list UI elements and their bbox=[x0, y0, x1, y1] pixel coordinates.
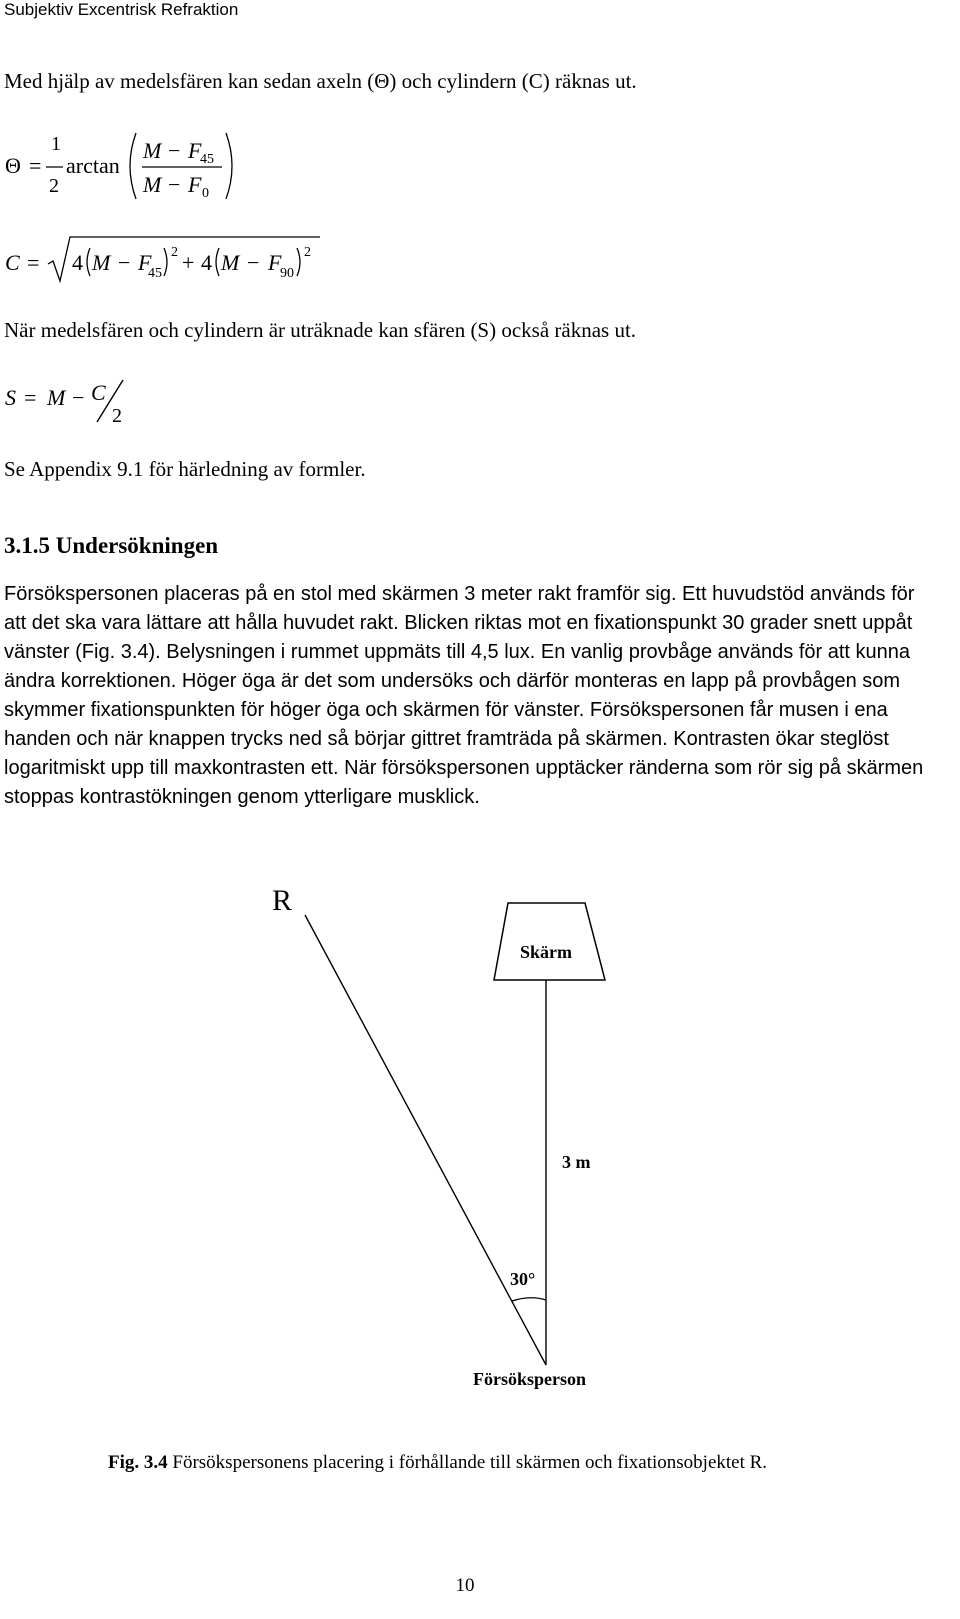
formula-theta bbox=[0, 125, 260, 215]
subscript-2: 90 bbox=[280, 266, 294, 281]
left-paren bbox=[130, 133, 136, 199]
bottom-minus: − bbox=[168, 172, 181, 197]
figure-diagram bbox=[0, 860, 960, 1445]
exponent-2: 2 bbox=[304, 245, 311, 260]
s-symbol: S bbox=[5, 385, 16, 410]
intro-paragraph: Med hjälp av medelsfären kan sedan axeln (Θ) och cylindern (C) räknas ut. bbox=[4, 69, 637, 93]
top-f: F bbox=[188, 138, 202, 163]
minus-1: − bbox=[118, 250, 131, 275]
figure-caption bbox=[108, 1452, 767, 1474]
bottom-f: F bbox=[188, 172, 202, 197]
top-subscript: 45 bbox=[200, 152, 214, 167]
page-number: 10 bbox=[455, 1575, 475, 1596]
section-body: Försökspersonen placeras på en stol med skärmen 3 meter rakt framför sig. Ett huvudstöd används för att det ska vara lättare att hålla huvudet rakt. Blicken riktas mot en fixationspunkt 30 grader snett uppåt vänster (Fig. 3.4). Belysningen i rummet uppmäts till 4,5 lux. En vanlig provbåge används för att kunna ändra korrektionen. Höger öga är det som undersöks och därför monteras en lapp på provbågen som skymmer fixationspunkten för höger öga och skärmen för vänster. Försökspersonen får musen i ena handen och när knappen trycks ned så börjar gittret framträda på skärmen. Kontrasten ökar steglöst logaritmiskt upp till maxkontrasten ett. När försökspersonen upptäcker ränderna som rör sig på skärmen stoppas kontrastökningen genom ytterligare musklick. bbox=[4, 583, 924, 808]
angle-arc bbox=[512, 1298, 546, 1301]
arctan-function: arctan bbox=[66, 153, 120, 178]
plus-sign: + bbox=[182, 250, 195, 275]
paren-open-1 bbox=[87, 248, 90, 276]
fraction-numerator: 1 bbox=[51, 133, 61, 155]
angle-label: 30° bbox=[510, 1269, 536, 1289]
equals-sign: = bbox=[24, 385, 37, 410]
caption-label: Fig. 3.4 bbox=[108, 1452, 168, 1473]
coefficient-1: 4 bbox=[72, 250, 83, 275]
person-label: Försöksperson bbox=[473, 1369, 587, 1389]
subscript-1: 45 bbox=[148, 266, 162, 281]
paren-close-2 bbox=[297, 248, 300, 276]
f-term-1: F bbox=[138, 250, 152, 275]
minus-2: − bbox=[247, 250, 260, 275]
bottom-m: M bbox=[143, 172, 162, 197]
m-term: M bbox=[47, 385, 66, 410]
f-term-2: F bbox=[268, 250, 282, 275]
formula-sphere bbox=[0, 370, 160, 435]
section-heading: 3.1.5 Undersökningen bbox=[4, 533, 219, 558]
caption-text: Försökspersonens placering i förhållande till skärmen och fixationsobjektet R. bbox=[167, 1452, 768, 1473]
m-term-2: M bbox=[221, 250, 240, 275]
screen-label: Skärm bbox=[520, 942, 573, 962]
equals-sign: = bbox=[29, 153, 42, 178]
slash-denominator: 2 bbox=[112, 405, 122, 427]
c-symbol: C bbox=[5, 250, 20, 275]
paren-open-2 bbox=[216, 248, 219, 276]
top-m: M bbox=[143, 138, 162, 163]
equals-sign: = bbox=[27, 250, 40, 275]
running-header: Subjektiv Excentrisk Refraktion bbox=[4, 0, 239, 19]
slash-numerator: C bbox=[91, 380, 106, 405]
theta-symbol: Θ bbox=[5, 153, 21, 178]
line-of-sight bbox=[305, 915, 546, 1365]
right-paren bbox=[226, 133, 232, 199]
fixation-label-r: R bbox=[272, 884, 293, 917]
minus-sign: − bbox=[72, 385, 85, 410]
top-minus: − bbox=[168, 138, 181, 163]
sphere-paragraph: När medelsfären och cylindern är uträknade kan sfären (S) också räknas ut. bbox=[4, 318, 637, 342]
coefficient-2: 4 bbox=[201, 250, 212, 275]
m-term-1: M bbox=[92, 250, 111, 275]
fraction-denominator: 2 bbox=[49, 175, 59, 197]
appendix-reference: Se Appendix 9.1 för härledning av formler. bbox=[4, 457, 366, 481]
exponent-1: 2 bbox=[171, 245, 178, 260]
paren-close-1 bbox=[164, 248, 167, 276]
formula-cylinder bbox=[0, 228, 340, 293]
distance-label: 3 m bbox=[562, 1152, 591, 1172]
bottom-subscript: 0 bbox=[202, 186, 209, 201]
